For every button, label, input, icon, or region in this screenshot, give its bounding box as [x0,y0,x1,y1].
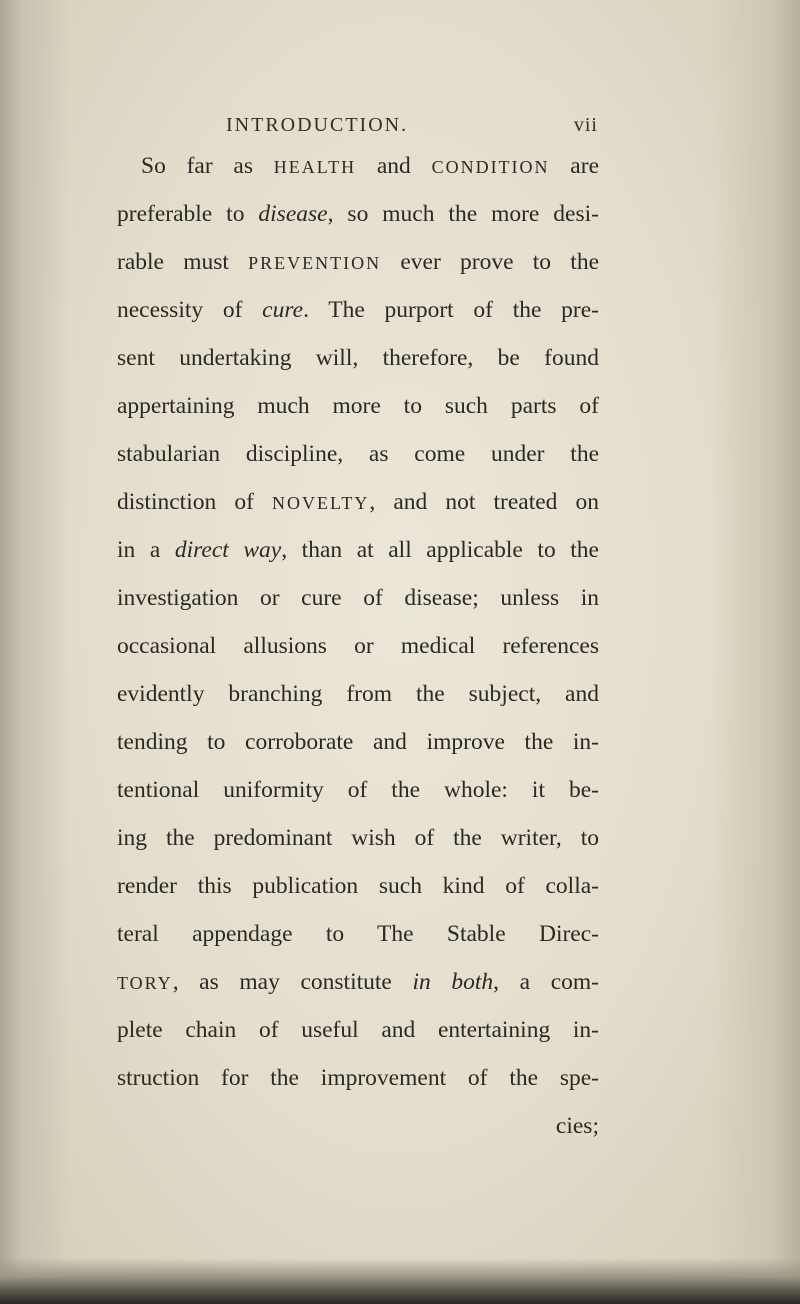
text-segment: The Stable Direc- [377,921,599,947]
text-segment: So far as [141,153,274,179]
text-line [117,526,599,574]
text-segment: , so much the more desi- [327,201,599,227]
text-segment: plete chain of useful and entertaining in- [117,1017,599,1043]
text-line [117,1054,599,1102]
text-line [117,238,599,286]
text-line [117,142,599,190]
text-line [117,1006,599,1054]
text-line [117,382,599,430]
text-segment: in a [117,537,175,563]
text-segment: sent undertaking will, therefore, be found [117,345,599,371]
body-text [117,142,599,1150]
page-number: vii [573,114,598,136]
text-segment: appertaining much more to such parts of [117,393,599,419]
text-segment: teral appendage to [117,921,378,947]
small-caps-text: HEALTH [273,157,357,177]
text-segment: necessity of [117,297,263,323]
text-segment: cies; [555,1113,599,1139]
text-segment: ing the predominant wish of the writer, to [117,825,599,851]
running-head: INTRODUCTION. [226,114,409,136]
text-segment: render this publication such kind of colla- [117,873,599,899]
text-segment: occasional allusions or medical references [117,633,599,659]
text-segment: ever prove to the [381,249,599,275]
text-line [117,862,599,910]
text-segment: , a com- [493,969,599,995]
text-segment: tending to corroborate and improve the in- [117,729,599,755]
text-segment: . The purport of the pre- [303,297,599,323]
text-line [117,430,599,478]
text-line [117,334,599,382]
text-line [117,478,599,526]
text-line [117,574,599,622]
italic-text: disease [258,201,328,227]
small-caps-text: TORY [117,973,173,993]
text-segment: preferable to [117,201,259,227]
text-line [117,286,599,334]
text-segment: and [356,153,432,179]
text-segment: evidently branching from the subject, and [117,681,599,707]
small-caps-text: CONDITION [431,157,550,177]
text-line [117,718,599,766]
text-line [117,766,599,814]
italic-text: direct way [174,537,282,563]
text-line [117,958,599,1006]
text-line [117,814,599,862]
text-segment: distinction of [117,489,272,515]
italic-text: cure [262,297,304,323]
text-segment: stabularian discipline, as come under the [117,441,599,467]
text-segment: tentional uniformity of the whole: it be- [117,777,599,803]
page-gutter-shadow [0,0,70,1304]
text-segment: rable must [117,249,249,275]
text-segment: investigation or cure of disease; unless in [117,585,599,611]
text-segment: , as may constitute [172,969,413,995]
text-segment: struction for the improvement of the spe- [117,1065,599,1091]
text-line [117,1102,599,1150]
text-segment: , and not treated on [369,489,599,515]
page-bottom-edge [0,1258,800,1304]
small-caps-text: NOVELTY [272,493,370,513]
text-line [117,910,599,958]
text-line [117,190,599,238]
page-edge-shadow [710,0,800,1304]
text-line [117,670,599,718]
small-caps-text: PREVENTION [248,253,382,273]
text-line [117,622,599,670]
text-segment: , than at all applicable to the [281,537,599,563]
italic-text: in both [412,969,494,995]
text-segment: are [549,153,599,179]
